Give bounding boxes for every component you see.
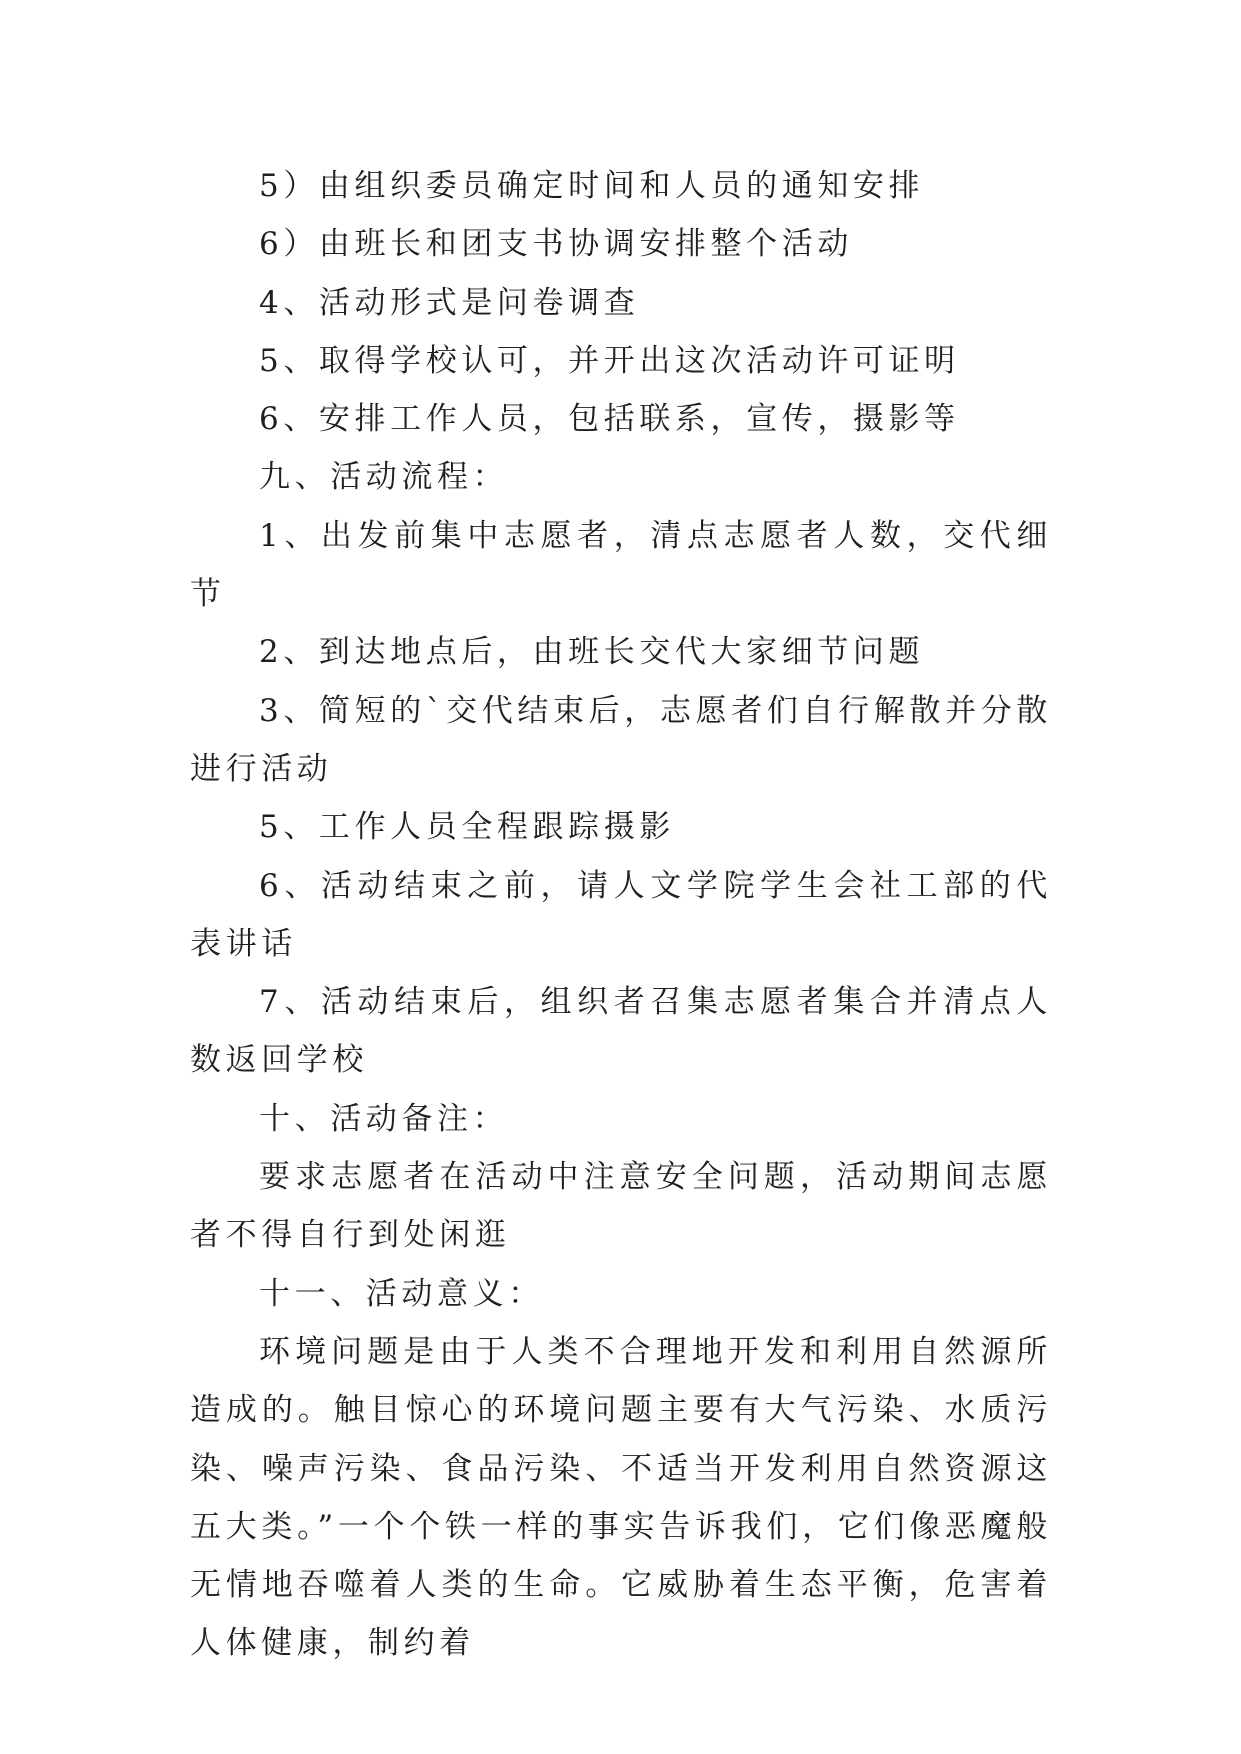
section-heading-process: 九、活动流程： [259,459,509,496]
paragraph-process-step-2: 2、到达地点后，由班长交代大家细节问题 [259,634,925,671]
paragraph-process-step-6: 6、活动结束之前，请人文学院学生会社工部的代表讲话 [190,867,1052,962]
paragraph-notice-arrangement: 5）由组织委员确定时间和人员的通知安排 [259,168,925,204]
paragraph-process-step-7: 7、活动结束后，组织者召集志愿者集合并清点人数返回学校 [190,984,1052,1079]
section-heading-notes: 十、活动备注： [259,1100,509,1137]
section-heading-significance: 十一、活动意义： [259,1275,544,1312]
paragraph-safety-notes: 要求志愿者在活动中注意安全问题，活动期间志愿者不得自行到处闲逛 [190,1159,1052,1254]
paragraph-activity-form: 4、活动形式是问卷调查 [259,284,640,321]
paragraph-significance-body: 环境问题是由于人类不合理地开发和利用自然源所造成的。触目惊心的环境问题主要有大气污染、水质污染、噪声污染、食品污染、不适当开发利用自然资源这五大类。”一个个铁一样的事实告诉我们，它们像恶魔般无情地吞噬着人类的生命。它威胁着生态平衡，危害着人体健康，制约着 [190,1333,1052,1662]
paragraph-process-step-1: 1、出发前集中志愿者，清点志愿者人数，交代细节 [190,517,1052,613]
paragraph-staff-arrangement: 6、安排工作人员，包括联系，宣传，摄影等 [259,401,960,438]
document-body [190,157,1052,1673]
paragraph-school-approval: 5、取得学校认可，并开出这次活动许可证明 [259,342,960,379]
paragraph-monitor-coordination: 6）由班长和团支书协调安排整个活动 [259,226,853,263]
paragraph-process-step-5: 5、工作人员全程跟踪摄影 [259,809,675,846]
paragraph-process-step-3: 3、简短的`交代结束后，志愿者们自行解散并分散进行活动 [190,692,1052,787]
